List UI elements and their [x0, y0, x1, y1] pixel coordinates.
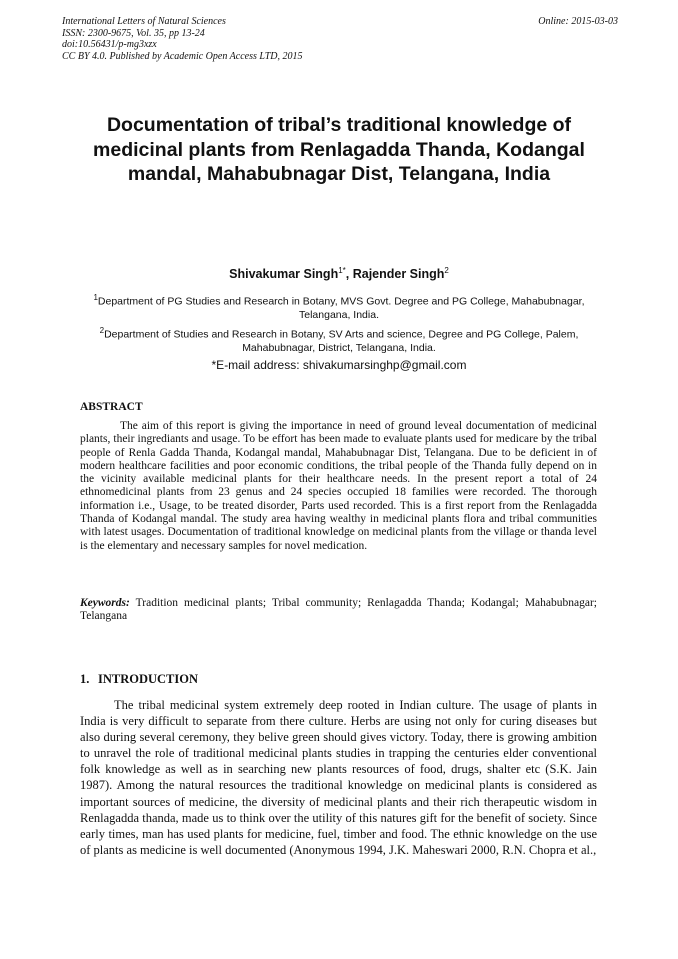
author-line [80, 266, 598, 281]
journal-name: International Letters of Natural Sciences [62, 16, 226, 27]
corresponding-email[interactable]: *E-mail address: shivakumarsinghp@gmail.com [211, 358, 467, 372]
paper-title: Documentation of tribal’s traditional knowledge of medicinal plants from Renlagadda Thanda, Kodangal mandal, Mahabubnagar Dist, Telangana, India [93, 114, 585, 185]
affiliation-1 [92, 291, 586, 323]
affiliation-1-text: Department of PG Studies and Research in Botany, MVS Govt. Degree and PG College, Mahabubnagar, Telangana, India. [97, 295, 585, 321]
affiliation-1-marker: 1 [93, 293, 98, 302]
author-1-marker: 1* [338, 266, 346, 275]
author-separator: , [345, 267, 353, 282]
author-2: Rajender Singh [352, 267, 445, 282]
affiliation-2-marker: 2 [99, 326, 105, 335]
abstract-text: The aim of this report is giving the importance in need of ground leveal documentation of medicinal plants, their ingrediants and usage. To be effort has been made to evaluate plants used for medicare by the tribal people of Renla Gadda Thanda, Kodangal mandal, Mahabubnagar Dist, Telangana. Due to be deficient in of modern healthcare facilities and poor economic conditions, the tribal people of the Thanda fully depend on in the vicinity available medicinal plants for their healthcare needs. In the present report a total of 24 ethnomedicinal plants from 23 genus and 24 species occupied 18 families were recorded. The thorough information i.e., Usage, to be treated disorder, Parts used recorded. This is a first report from the Renlagadda Thanda of Kodangal mandal. The study area having wealthy in medicinal plants flora and tribal communities with latest usages. Documentation of traditional knowledge on medicinal plants from the village or thanda level is the elementary and necessary samples for novel medication. [80, 420, 597, 552]
introduction-body [80, 697, 597, 858]
online-date: Online: 2015-03-03 [538, 16, 618, 27]
doi-line: doi:10.56431/p-mg3xzx [62, 39, 157, 50]
keywords [80, 597, 597, 624]
introduction-text: The tribal medicinal system extremely deep rooted in Indian culture. The usage of plants in India is very difficult to separate from there culture. Herbs are using not only for curing diseases but also during several ceremony, they belive green should gives victory. Today, there is growing ambition to unravel the role of traditional medicinal plants studies in trapping the centuries elder conventional folk knowledge as well as in searching new plants resources of food, drugs, shalter etc (S.K. Jain 1987). Among the natural resources the traditional knowledge on medicinal plants is considered as important sources of medicine, the diversity of medicinal plants and their rich therapeutic wisdom in Renlagadda thanda, made us to think over the utility of this natures gift for the benefit of society. Since early times, man has used plants for medicine, fuel, timber and food. The ethnic knowledge on the use of plants as medicine is well documented (Anonymous 1994, J.K. Maheswari 2000, R.N. Chopra et al., [80, 698, 597, 857]
keywords-text: Tradition medicinal plants; Tribal community; Renlagadda Thanda; Kodangal; Mahabubnagar; Telangana [80, 597, 597, 623]
affiliation-2 [92, 324, 586, 356]
abstract-heading: ABSTRACT [80, 401, 143, 413]
section-title: INTRODUCTION [98, 672, 199, 686]
keywords-label: Keywords: [80, 597, 130, 609]
license-line: CC BY 4.0. Published by Academic Open Access LTD, 2015 [62, 50, 303, 62]
author-1: Shivakumar Singh [229, 267, 339, 282]
abstract-body [80, 420, 597, 553]
author-2-marker: 2 [444, 266, 449, 275]
issn-line: ISSN: 2300-9675, Vol. 35, pp 13-24 [62, 27, 205, 39]
section-number: 1. [80, 672, 90, 686]
affiliation-2-text: Department of Studies and Research in Botany, SV Arts and science, Degree and PG College, Palem, Mahabubnagar, District, Telangana, India. [104, 328, 579, 354]
section-heading-introduction [80, 672, 198, 687]
journal-header [62, 16, 618, 62]
